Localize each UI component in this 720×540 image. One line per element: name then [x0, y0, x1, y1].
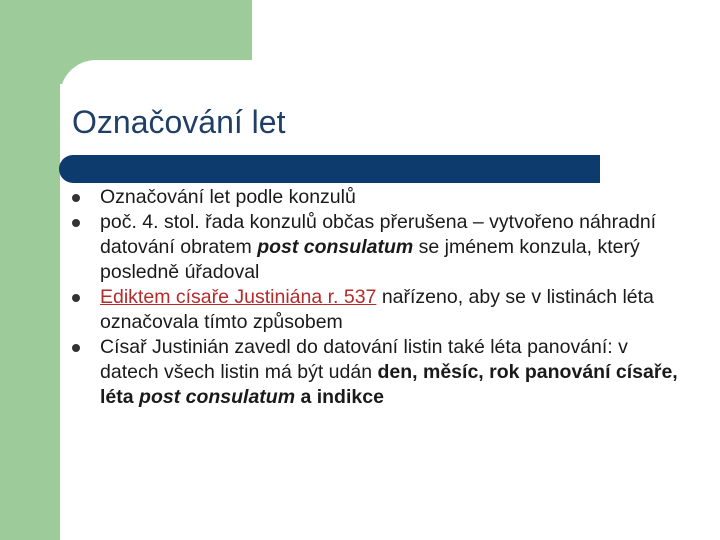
emphasis-post-consulatum: post consulatum — [139, 386, 296, 408]
bullet-icon — [72, 194, 80, 202]
bullet-text-part: poč. 4. stol. řada konzulů občas přerušena – vytvořeno náhradní datování obratem — [100, 211, 657, 258]
bullet-item-edict — [70, 285, 680, 335]
bullet-icon — [72, 294, 80, 302]
bullet-text — [100, 210, 680, 285]
bullet-text-part: nařízeno, aby se v listinách léta označovala tímto způsobem — [100, 286, 654, 333]
bullet-item-post-consulatum — [70, 210, 680, 285]
bullet-item-consuls — [70, 185, 680, 210]
link-year-537[interactable]: r. 537 — [327, 286, 377, 308]
bullet-item-regnal-years — [70, 335, 680, 410]
bullet-text: Označování let podle konzulů — [100, 186, 356, 208]
bullet-text — [100, 285, 680, 335]
link-edict-justinian[interactable]: Ediktem císaře Justiniána — [100, 286, 323, 308]
bold-indikce: a indikce — [295, 386, 384, 408]
bullet-icon — [72, 219, 80, 227]
bullet-text-part: Císař Justinián zavedl do datování listin také léta panování: v datech všech listin má být udán — [100, 336, 628, 383]
bullet-text — [100, 335, 680, 410]
slide-title: Označování let — [72, 104, 286, 140]
emphasis-post-consulatum: post consulatum — [257, 236, 414, 258]
decorative-green-left-strip — [0, 0, 60, 540]
title-underline-bar — [59, 155, 600, 183]
bullet-list — [70, 185, 680, 410]
slide-body — [70, 185, 680, 410]
bullet-text-part: se jménem konzula, který posledně úřadoval — [100, 236, 640, 283]
bullet-icon — [72, 344, 80, 352]
bold-date-components: den, měsíc, rok panování císaře, léta — [100, 361, 678, 408]
